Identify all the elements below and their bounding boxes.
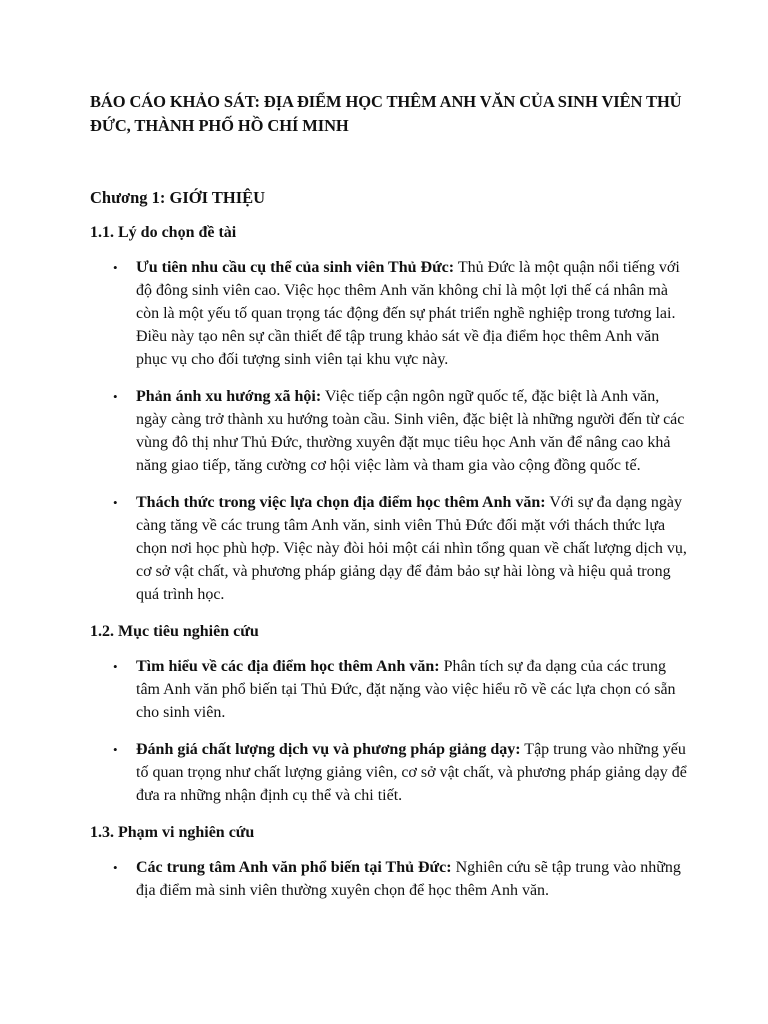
- section-heading: 1.2. Mục tiêu nghiên cứu: [90, 623, 259, 640]
- item-text: Phân tích sự đa dạng của các trung tâm Anh văn phổ biến tại Thủ Đức, đặt nặng vào việc hiểu rõ về các lựa chọn có sẵn cho sinh viên.: [136, 658, 676, 721]
- bullet-list: [90, 856, 690, 902]
- list-item: [90, 655, 690, 724]
- list-item: [90, 256, 690, 371]
- chapter-heading: Chương 1: GIỚI THIỆU: [90, 188, 266, 207]
- item-lead: Các trung tâm Anh văn phổ biến tại Thủ Đức:: [136, 859, 452, 876]
- list-item: [90, 491, 690, 606]
- bullet-icon: •: [113, 495, 118, 510]
- bullet-icon: •: [113, 860, 118, 875]
- list-item: [90, 738, 690, 807]
- section-heading: 1.1. Lý do chọn đề tài: [90, 224, 237, 241]
- document-page: [90, 90, 690, 916]
- item-lead: Thách thức trong việc lựa chọn địa điểm học thêm Anh văn:: [136, 494, 546, 511]
- section-heading: 1.3. Phạm vi nghiên cứu: [90, 824, 255, 841]
- bullet-icon: •: [113, 260, 118, 275]
- item-text: Với sự đa dạng ngày càng tăng về các trung tâm Anh văn, sinh viên Thủ Đức đối mặt với thách thức lựa chọn nơi học phù hợp. Việc này đòi hỏi một cái nhìn tổng quan về chất lượng dịch vụ, cơ sở vật chất, và phương pháp giảng dạy để đảm bảo sự hài lòng và hiệu quả trong quá trình học.: [136, 494, 687, 603]
- bullet-list: [90, 256, 690, 606]
- item-text: Việc tiếp cận ngôn ngữ quốc tế, đặc biệt là Anh văn, ngày càng trở thành xu hướng toàn cầu. Sinh viên, đặc biệt là những người đến từ các vùng đô thị như Thủ Đức, thường xuyên đặt mục tiêu học Anh văn để nâng cao khả năng giao tiếp, tăng cường cơ hội việc làm và tham gia vào cộng đồng quốc tế.: [136, 388, 685, 474]
- bullet-icon: •: [113, 742, 118, 757]
- item-text: Nghiên cứu sẽ tập trung vào những địa điểm mà sinh viên thường xuyên chọn để học thêm Anh văn.: [136, 859, 681, 899]
- item-text: Thủ Đức là một quận nổi tiếng với độ đông sinh viên cao. Việc học thêm Anh văn không chỉ là một lợi thế cá nhân mà còn là một yếu tố quan trọng tác động đến sự phát triển nghề nghiệp trong tương lai. Điều này tạo nên sự cần thiết để tập trung khảo sát về địa điểm học thêm Anh văn phục vụ cho đối tượng sinh viên tại khu vực này.: [136, 259, 680, 368]
- list-item: [90, 856, 690, 902]
- bullet-icon: •: [113, 659, 118, 674]
- item-lead: Tìm hiểu về các địa điểm học thêm Anh văn:: [136, 658, 440, 675]
- bullet-icon: •: [113, 389, 118, 404]
- bullet-list: [90, 655, 690, 807]
- item-lead: Phản ánh xu hướng xã hội:: [136, 388, 322, 405]
- item-lead: Ưu tiên nhu cầu cụ thể của sinh viên Thủ Đức:: [136, 259, 455, 276]
- item-lead: Đánh giá chất lượng dịch vụ và phương pháp giảng dạy:: [136, 741, 521, 758]
- document-title: BÁO CÁO KHẢO SÁT: ĐỊA ĐIỂM HỌC THÊM ANH VĂN CỦA SINH VIÊN THỦ ĐỨC, THÀNH PHỐ HỒ CHÍ MINH: [90, 92, 682, 135]
- list-item: [90, 385, 690, 477]
- item-text: Tập trung vào những yếu tố quan trọng như chất lượng giảng viên, cơ sở vật chất, và phương pháp giảng dạy để đưa ra những nhận định cụ thể và chi tiết.: [136, 741, 687, 804]
